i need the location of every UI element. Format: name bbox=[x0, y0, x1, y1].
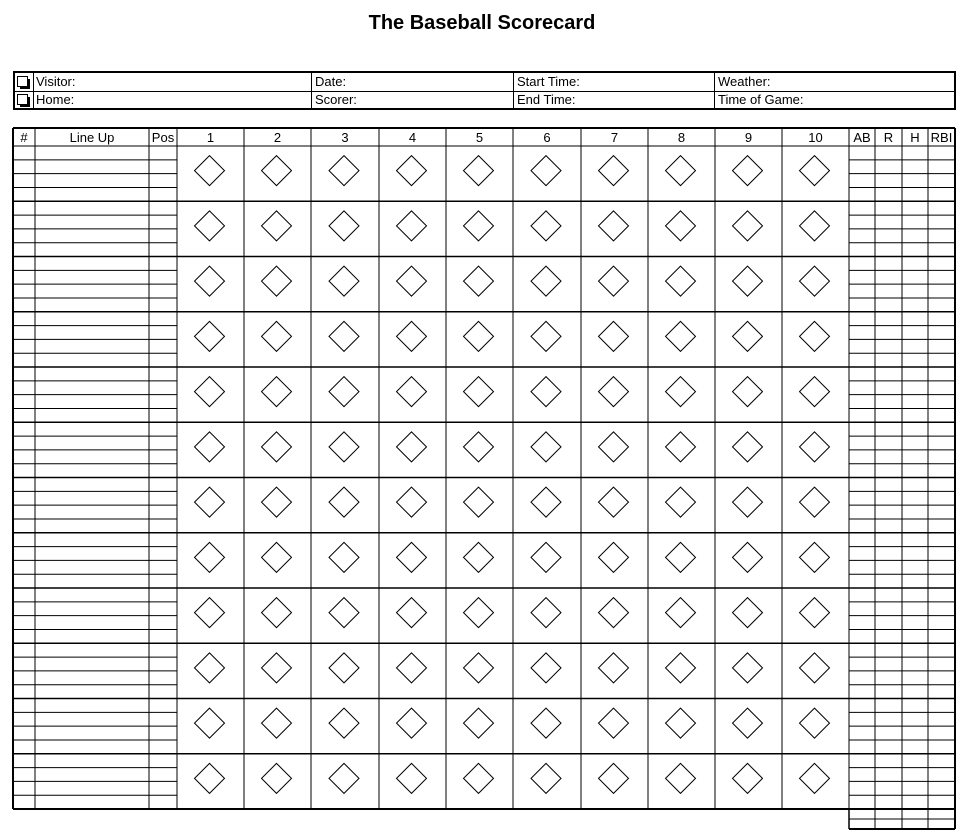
base-diamond[interactable] bbox=[397, 377, 427, 407]
header-pos: Pos bbox=[151, 130, 175, 145]
base-diamond[interactable] bbox=[599, 653, 629, 683]
base-diamond[interactable] bbox=[262, 708, 292, 738]
header-inning-7: 7 bbox=[610, 130, 619, 145]
scorecard-title: The Baseball Scorecard bbox=[368, 12, 596, 34]
base-diamond[interactable] bbox=[800, 432, 830, 462]
base-diamond[interactable] bbox=[262, 432, 292, 462]
base-diamond[interactable] bbox=[464, 487, 494, 517]
base-diamond[interactable] bbox=[464, 156, 494, 186]
base-diamond[interactable] bbox=[800, 321, 830, 351]
base-diamond[interactable] bbox=[195, 432, 225, 462]
base-diamond[interactable] bbox=[800, 487, 830, 517]
base-diamond[interactable] bbox=[733, 266, 763, 296]
header-lineup: Line Up bbox=[69, 130, 115, 145]
base-diamond[interactable] bbox=[397, 653, 427, 683]
base-diamond[interactable] bbox=[329, 156, 359, 186]
base-diamond[interactable] bbox=[666, 487, 696, 517]
base-diamond[interactable] bbox=[531, 653, 561, 683]
header-rbi: RBI bbox=[930, 130, 953, 145]
base-diamond[interactable] bbox=[329, 432, 359, 462]
base-diamond[interactable] bbox=[262, 487, 292, 517]
home-label: Home: bbox=[36, 92, 75, 107]
base-diamond[interactable] bbox=[195, 487, 225, 517]
base-diamond[interactable] bbox=[397, 763, 427, 793]
base-diamond[interactable] bbox=[262, 653, 292, 683]
header-r: R bbox=[883, 130, 894, 145]
base-diamond[interactable] bbox=[262, 211, 292, 241]
base-diamond[interactable] bbox=[397, 487, 427, 517]
base-diamond[interactable] bbox=[599, 432, 629, 462]
base-diamond[interactable] bbox=[666, 598, 696, 628]
base-diamond[interactable] bbox=[531, 763, 561, 793]
base-diamond[interactable] bbox=[397, 598, 427, 628]
header-h: H bbox=[910, 130, 920, 145]
base-diamond[interactable] bbox=[733, 321, 763, 351]
base-diamond[interactable] bbox=[599, 266, 629, 296]
base-diamond[interactable] bbox=[329, 321, 359, 351]
base-diamond[interactable] bbox=[262, 377, 292, 407]
base-diamond[interactable] bbox=[329, 598, 359, 628]
base-diamond[interactable] bbox=[195, 542, 225, 572]
base-diamond[interactable] bbox=[329, 653, 359, 683]
base-diamond[interactable] bbox=[262, 542, 292, 572]
base-diamond[interactable] bbox=[195, 598, 225, 628]
base-diamond[interactable] bbox=[329, 266, 359, 296]
base-diamond[interactable] bbox=[329, 487, 359, 517]
base-diamond[interactable] bbox=[733, 156, 763, 186]
base-diamond[interactable] bbox=[733, 653, 763, 683]
base-diamond[interactable] bbox=[531, 598, 561, 628]
header-inning-4: 4 bbox=[408, 130, 417, 145]
header-inning-2: 2 bbox=[273, 130, 282, 145]
base-diamond[interactable] bbox=[800, 156, 830, 186]
scorer-label: Scorer: bbox=[315, 92, 357, 107]
base-diamond[interactable] bbox=[195, 156, 225, 186]
base-diamond[interactable] bbox=[800, 708, 830, 738]
base-diamond[interactable] bbox=[329, 763, 359, 793]
base-diamond[interactable] bbox=[397, 321, 427, 351]
base-diamond[interactable] bbox=[262, 598, 292, 628]
header-inning-9: 9 bbox=[744, 130, 753, 145]
base-diamond[interactable] bbox=[666, 266, 696, 296]
weather-label: Weather: bbox=[718, 74, 771, 89]
base-diamond[interactable] bbox=[397, 542, 427, 572]
base-diamond[interactable] bbox=[733, 708, 763, 738]
header-inning-10: 10 bbox=[808, 130, 823, 145]
base-diamond[interactable] bbox=[329, 542, 359, 572]
base-diamond[interactable] bbox=[329, 211, 359, 241]
base-diamond[interactable] bbox=[262, 266, 292, 296]
base-diamond[interactable] bbox=[666, 377, 696, 407]
base-diamond[interactable] bbox=[666, 763, 696, 793]
base-diamond[interactable] bbox=[397, 432, 427, 462]
base-diamond[interactable] bbox=[464, 598, 494, 628]
base-diamond[interactable] bbox=[397, 708, 427, 738]
base-diamond[interactable] bbox=[262, 763, 292, 793]
base-diamond[interactable] bbox=[666, 321, 696, 351]
base-diamond[interactable] bbox=[397, 211, 427, 241]
base-diamond[interactable] bbox=[800, 598, 830, 628]
header-inning-1: 1 bbox=[206, 130, 215, 145]
header-number: # bbox=[20, 130, 28, 145]
base-diamond[interactable] bbox=[599, 211, 629, 241]
base-diamond[interactable] bbox=[599, 763, 629, 793]
base-diamond[interactable] bbox=[733, 487, 763, 517]
base-diamond[interactable] bbox=[800, 211, 830, 241]
base-diamond[interactable] bbox=[666, 542, 696, 572]
visitor-label: Visitor: bbox=[36, 74, 76, 89]
base-diamond[interactable] bbox=[195, 377, 225, 407]
header-ab: AB bbox=[853, 130, 871, 145]
base-diamond[interactable] bbox=[195, 708, 225, 738]
base-diamond[interactable] bbox=[195, 266, 225, 296]
base-diamond[interactable] bbox=[262, 156, 292, 186]
base-diamond[interactable] bbox=[599, 377, 629, 407]
header-inning-5: 5 bbox=[475, 130, 484, 145]
base-diamond[interactable] bbox=[464, 321, 494, 351]
base-diamond[interactable] bbox=[531, 211, 561, 241]
base-diamond[interactable] bbox=[800, 266, 830, 296]
time-of-game-label: Time of Game: bbox=[718, 92, 804, 107]
base-diamond[interactable] bbox=[464, 432, 494, 462]
base-diamond[interactable] bbox=[800, 377, 830, 407]
base-diamond[interactable] bbox=[195, 653, 225, 683]
base-diamond[interactable] bbox=[599, 487, 629, 517]
header-inning-3: 3 bbox=[341, 130, 349, 145]
base-diamond[interactable] bbox=[733, 763, 763, 793]
base-diamond[interactable] bbox=[733, 542, 763, 572]
base-diamond[interactable] bbox=[464, 266, 494, 296]
base-diamond[interactable] bbox=[397, 266, 427, 296]
base-diamond[interactable] bbox=[599, 156, 629, 186]
base-diamond[interactable] bbox=[195, 321, 225, 351]
base-diamond[interactable] bbox=[464, 653, 494, 683]
base-diamond[interactable] bbox=[733, 432, 763, 462]
base-diamond[interactable] bbox=[599, 321, 629, 351]
base-diamond[interactable] bbox=[599, 598, 629, 628]
start-time-label: Start Time: bbox=[517, 74, 580, 89]
base-diamond[interactable] bbox=[531, 377, 561, 407]
base-diamond[interactable] bbox=[195, 763, 225, 793]
date-label: Date: bbox=[315, 74, 347, 89]
base-diamond[interactable] bbox=[329, 708, 359, 738]
base-diamond[interactable] bbox=[531, 542, 561, 572]
base-diamond[interactable] bbox=[666, 211, 696, 241]
base-diamond[interactable] bbox=[666, 653, 696, 683]
base-diamond[interactable] bbox=[329, 377, 359, 407]
base-diamond[interactable] bbox=[464, 708, 494, 738]
header-inning-8: 8 bbox=[677, 130, 686, 145]
base-diamond[interactable] bbox=[733, 598, 763, 628]
end-time-label: End Time: bbox=[517, 92, 576, 107]
base-diamond[interactable] bbox=[464, 211, 494, 241]
base-diamond[interactable] bbox=[531, 321, 561, 351]
base-diamond[interactable] bbox=[800, 542, 830, 572]
base-diamond[interactable] bbox=[531, 266, 561, 296]
base-diamond[interactable] bbox=[733, 377, 763, 407]
base-diamond[interactable] bbox=[666, 156, 696, 186]
base-diamond[interactable] bbox=[666, 432, 696, 462]
base-diamond[interactable] bbox=[195, 211, 225, 241]
base-diamond[interactable] bbox=[733, 211, 763, 241]
base-diamond[interactable] bbox=[800, 653, 830, 683]
base-diamond[interactable] bbox=[531, 487, 561, 517]
base-diamond[interactable] bbox=[531, 156, 561, 186]
base-diamond[interactable] bbox=[666, 708, 696, 738]
header-inning-6: 6 bbox=[543, 130, 551, 145]
base-diamond[interactable] bbox=[262, 321, 292, 351]
base-diamond[interactable] bbox=[800, 763, 830, 793]
base-diamond[interactable] bbox=[464, 763, 494, 793]
base-diamond[interactable] bbox=[464, 377, 494, 407]
base-diamond[interactable] bbox=[531, 708, 561, 738]
base-diamond[interactable] bbox=[599, 708, 629, 738]
base-diamond[interactable] bbox=[397, 156, 427, 186]
base-diamond[interactable] bbox=[599, 542, 629, 572]
base-diamond[interactable] bbox=[531, 432, 561, 462]
base-diamond[interactable] bbox=[464, 542, 494, 572]
